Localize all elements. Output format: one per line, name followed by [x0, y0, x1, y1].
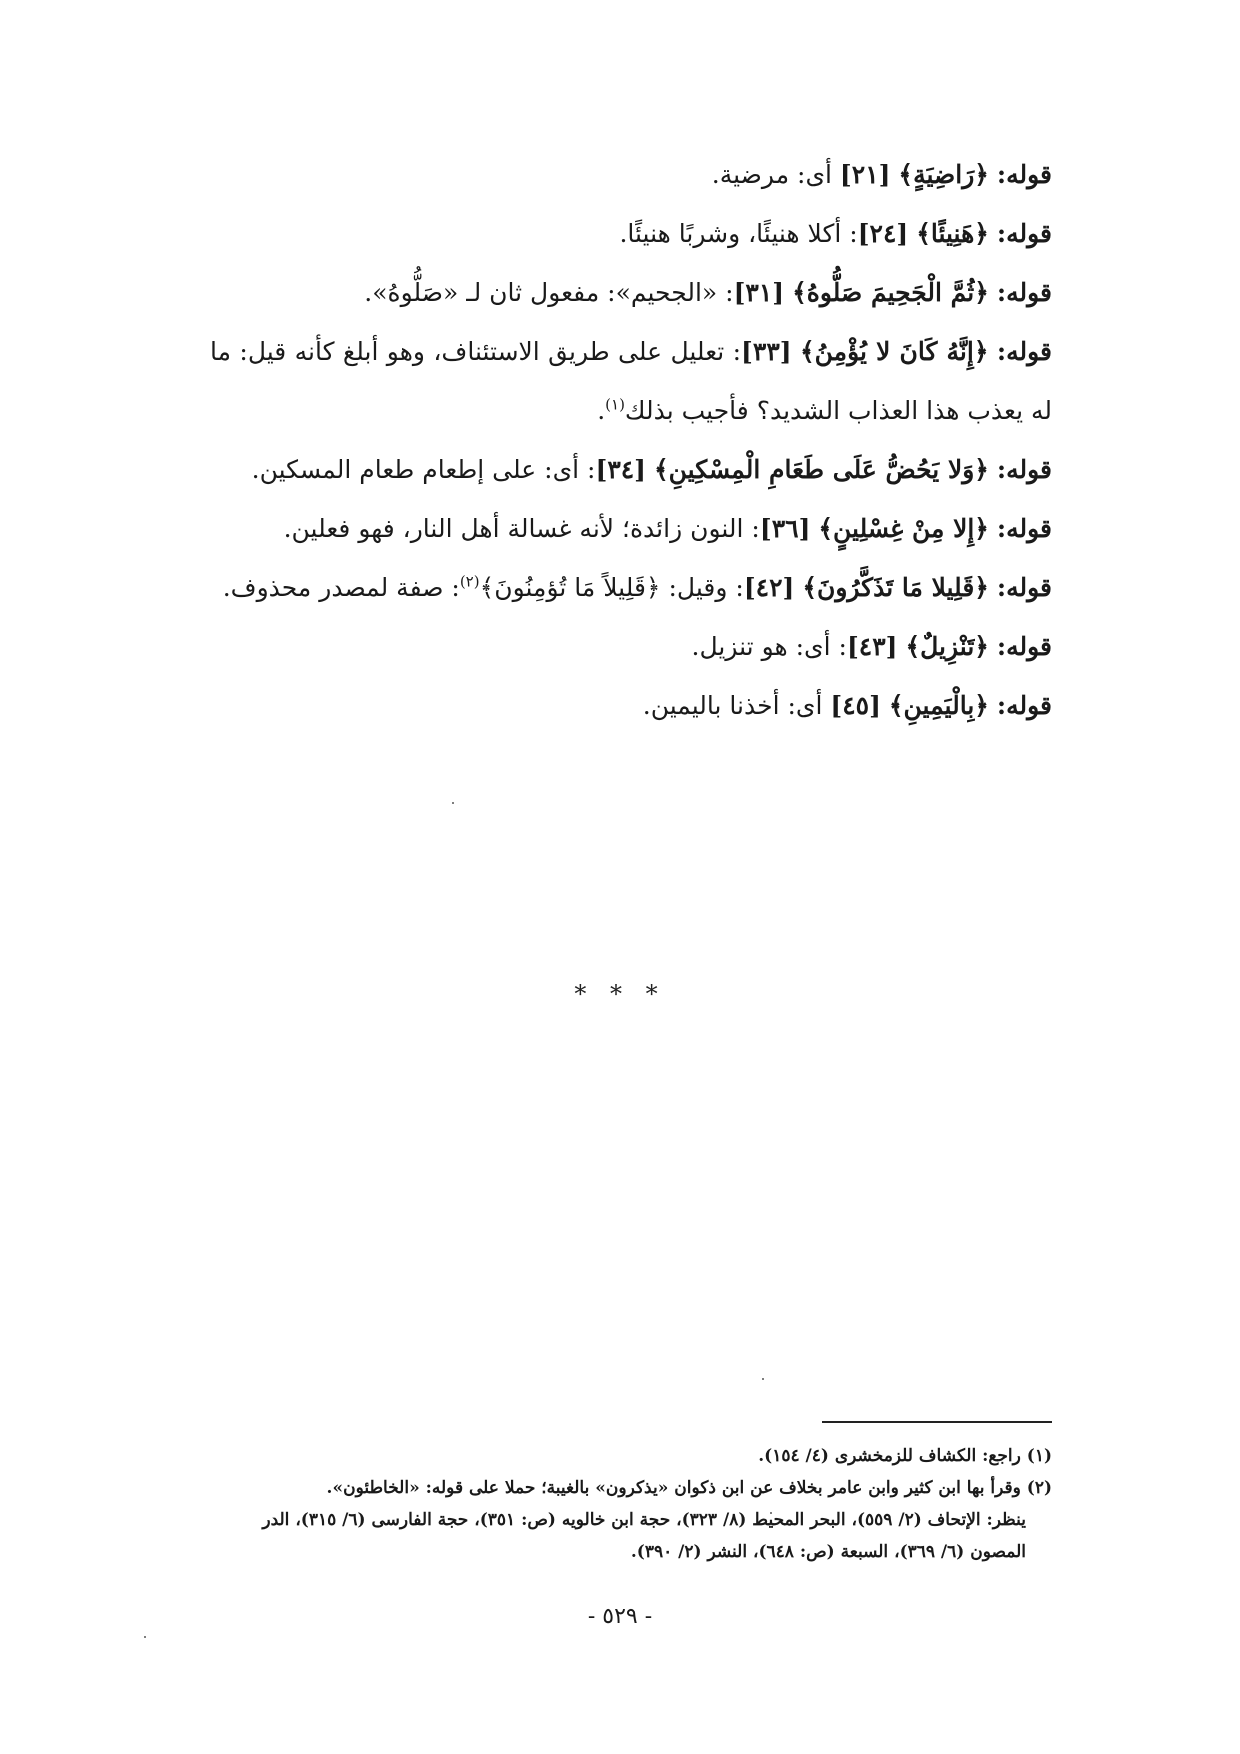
quran-quote: ﴿ثُمَّ الْجَحِيمَ صَلُّوهُ﴾ — [792, 278, 989, 307]
verse-ref: [٣٣] — [741, 337, 792, 366]
verse-ref: [٤٣] — [846, 632, 898, 661]
entry-la-yuminu — [210, 322, 1052, 440]
footnotes — [210, 1440, 1052, 1568]
entry-label: قوله: — [996, 278, 1052, 307]
entry-label: قوله: — [996, 337, 1053, 366]
quran-quote: ﴿هَنِيئًا﴾ — [916, 219, 989, 248]
footnote-divider — [822, 1421, 1052, 1423]
entry-tail: : صفة لمصدر محذوف. — [222, 573, 460, 602]
scan-speck — [452, 802, 454, 804]
footnote-marker: (١) — [605, 395, 625, 414]
entry-haniian — [210, 204, 1052, 263]
entry-label: قوله: — [996, 219, 1052, 248]
quran-quote: ﴿وَلا يَحُضُّ عَلَى طَعَامِ الْمِسْكِينِ﴾ — [653, 455, 989, 484]
entry-tail: . — [597, 396, 606, 425]
commentary-body — [210, 145, 1052, 735]
page-number: - ٥٢٩ - — [587, 1604, 653, 1629]
quran-quote: ﴿إِنَّهُ كَانَ لا يُؤْمِنُ﴾ — [800, 337, 989, 366]
entry-text: : تعليل على طريق الاستئناف، وهو أبلغ كأنه قيل: ما له يعذب هذا العذاب الشديد؟ فأجيب بذلك — [210, 337, 1052, 425]
quran-quote: ﴿بِالْيَمِينِ﴾ — [888, 691, 989, 720]
section-separator: * * * — [574, 980, 666, 1008]
entry-yamin — [210, 676, 1052, 735]
entry-text: : أى: على إطعام طعام المسكين. — [251, 455, 596, 484]
entry-ghislin — [210, 499, 1052, 558]
entry-label: قوله: — [996, 632, 1052, 661]
verse-ref: [٤٥] — [830, 691, 881, 720]
verse-ref: [٢١] — [839, 160, 891, 189]
verse-ref: [٣٤] — [595, 455, 647, 484]
quran-quote: ﴿تَنْزِيلٌ﴾ — [905, 632, 989, 661]
scan-speck — [144, 1636, 146, 1638]
entry-label: قوله: — [996, 160, 1052, 189]
entry-miskin — [210, 440, 1052, 499]
entry-jahim — [210, 263, 1052, 322]
entry-text: أى: مرضية. — [711, 160, 840, 189]
entry-label: قوله: — [996, 514, 1052, 543]
entry-text: : «الجحيم»: مفعول ثان لـ «صَلُّوهُ». — [364, 278, 734, 307]
footnote-2: (٢) وقرأ بها ابن كثير وابن عامر بخلاف عن ابن ذكوان «يذكرون» بالغيبة؛ حملا على قوله: «الخاطئون». — [326, 1478, 1052, 1498]
verse-ref: [٣٦] — [759, 514, 811, 543]
footnote-1: (١) راجع: الكشاف للزمخشرى (٤/ ١٥٤). — [758, 1446, 1052, 1466]
footnote-marker: (٢) — [459, 572, 480, 591]
entry-text: أى: أخذنا باليمين. — [642, 691, 831, 720]
quran-quote: ﴿إِلا مِنْ غِسْلِينٍ﴾ — [818, 514, 989, 543]
entry-text: : وقيل: ﴿قَلِيلاً مَا تُؤمِنُونَ﴾ — [479, 573, 744, 602]
entry-tanzil — [210, 617, 1052, 676]
quran-quote: ﴿رَاضِيَةٍ﴾ — [898, 160, 989, 189]
verse-ref: [٣١] — [733, 278, 785, 307]
entry-text: : النون زائدة؛ لأنه غسالة أهل النار، فهو فعلين. — [283, 514, 760, 543]
footnote-2-sources: ينظر: الإتحاف (٢/ ٥٥٩)، البحر المحيط (٨/ ٣٢٣)، حجة ابن خالويه (ص: ٣٥١)، حجة الفارسى (٦/ ٣١٥)، الدر المصون (٦/ ٣٦٩)، السبعة (ص: ٦٤٨)، النشر (٢/ ٣٩٠). — [262, 1510, 1026, 1562]
entry-raadiya — [210, 145, 1052, 204]
quran-quote: ﴿قَلِيلا مَا تَذَكَّرُونَ﴾ — [802, 573, 989, 602]
entry-label: قوله: — [996, 455, 1052, 484]
entry-text: : أى: هو تنزيل. — [691, 632, 847, 661]
verse-ref: [٢٤] — [857, 219, 909, 248]
entry-label: قوله: — [996, 691, 1052, 720]
scan-speck — [762, 1378, 764, 1380]
verse-ref: [٤٢] — [743, 573, 795, 602]
entry-label: قوله: — [996, 573, 1052, 602]
entry-text: : أكلا هنيئًا، وشربًا هنيئًا. — [619, 219, 858, 248]
entry-qalilan — [210, 558, 1052, 617]
